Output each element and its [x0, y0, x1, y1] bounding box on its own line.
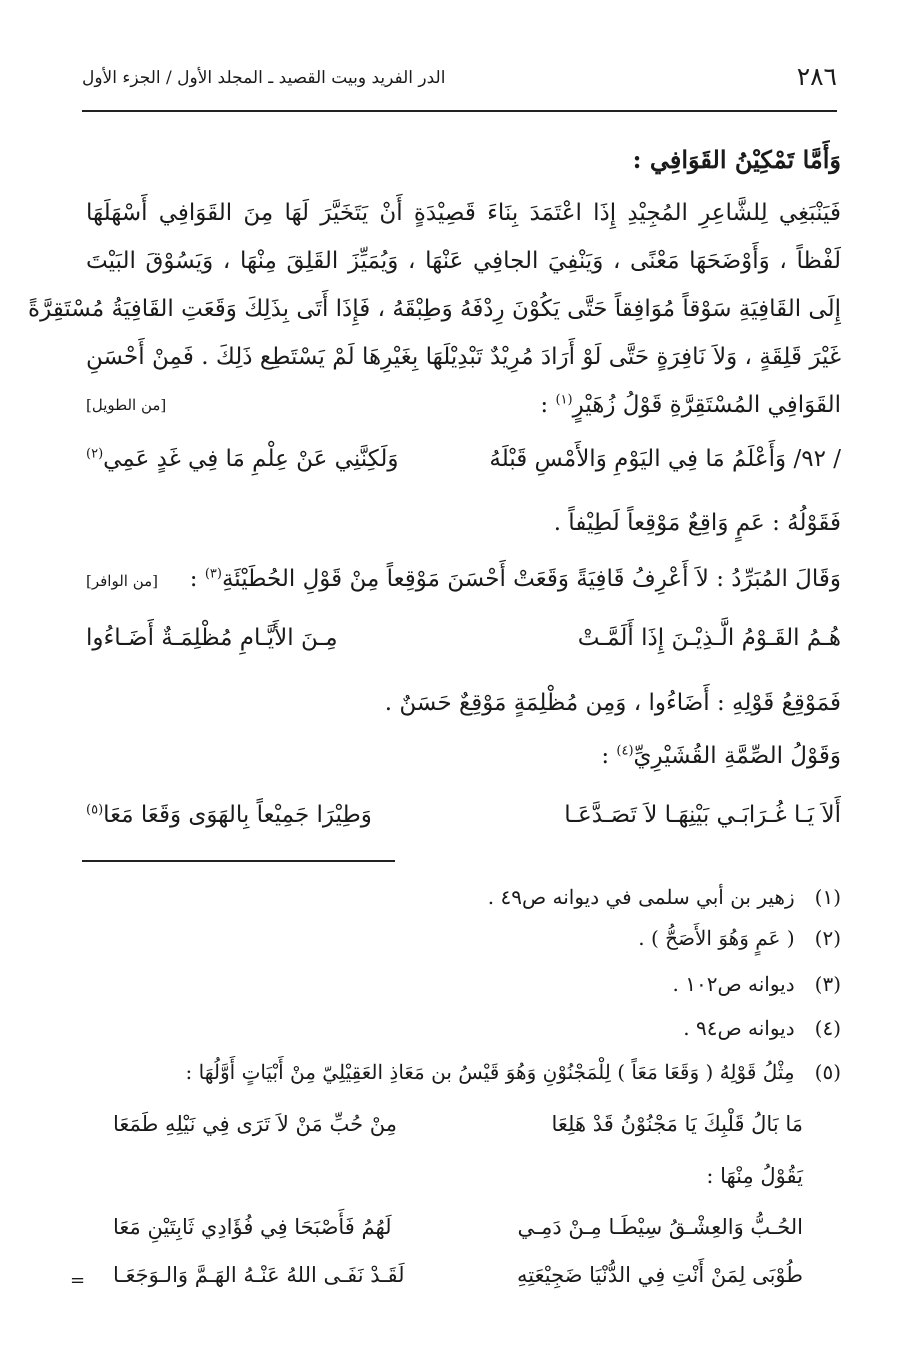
paragraph-line-3: إِلَى القَافِيَةِ سَوْقاً مُوَافِقاً حَتَّى يَكُوْنَ رِدْفَهُ وَطِبْقَهُ ، فَإِذَا أَتَى بِذَلِكَ وَقَعَتِ القَافِيَةُ مُسْتَقِرَّةً: [28, 296, 841, 322]
footnote-2-number: (٢): [814, 926, 841, 950]
verse-hutaya: [86, 625, 841, 665]
footnote-3: [86, 972, 841, 996]
footnote-verse-2: [113, 1215, 803, 1249]
footnote-verse-1-second: مِنْ حُبِّ مَنْ لاَ تَرَى فِي نَيْلِهِ طَمَعَا: [113, 1112, 397, 1136]
verse-qushairi-second-text: وَطِيْرَا جَمِيْعاً بِالهَوَى وَقَعَا مَعَا: [103, 802, 372, 828]
footnote-ref-5: (٥): [86, 802, 104, 818]
footnote-verse-2-first: الحُـبُّ وَالعِشْـقُ سِيْطَـا مِـنْ دَمِـي: [517, 1215, 803, 1239]
footnote-5: [86, 1060, 841, 1084]
meter-tag-wafir: [من الوافر]: [86, 572, 159, 590]
running-title: الدر الفريد وبيت القصيد ـ المجلد الأول / الجزء الأول: [82, 68, 446, 88]
footnote-verse-3-first: طُوْبَى لِمَنْ أَنْتِ فِي الدُّنْيَا ضَجِيْعَتِهِ: [517, 1263, 803, 1287]
footnote-separator: [82, 860, 395, 862]
page-header: [82, 62, 837, 102]
footnote-ref-1: (١): [555, 392, 573, 408]
verse-qushairi-second-hemistich: [86, 802, 372, 828]
mubarrad-line: [86, 566, 841, 592]
comment-line-2: فَمَوْقِعُ قَوْلِهِ : أَضَاءُوا ، وَمِن مُظْلِمَةٍ مَوْقِعٌ حَسَنٌ .: [384, 690, 841, 716]
paragraph-line-2: لَفْظاً ، وَأَوْضَحَهَا مَعْنًى ، وَيَنْفِيَ الجافِي عَنْهَا ، وَيُمَيِّزَ القَلِقَ مِنْهَا ، وَيَسُوْقَ البَيْتَ: [86, 248, 841, 274]
verse-92-first-text: وَأَعْلَمُ مَا فِي اليَوْمِ وَالأَمْسِ قَبْلَهُ: [489, 446, 787, 472]
mubarrad-colon: :: [189, 566, 205, 592]
verse-92-first-hemistich: [489, 446, 841, 472]
footnote-verse-1: [113, 1112, 803, 1146]
footnote-verse-2-second: لَهُمُ فَأَصْبَحَا فِي فُؤَادِي ثَابِتَيْنِ مَعَا: [113, 1215, 392, 1239]
paragraph-line-1: فَيَنْبَغِي لِلشَّاعِرِ المُجِيْدِ إِذَا اعْتَمَدَ بِنَاءَ قَصِيْدَةٍ أَنْ يَتَخَيَّرَ لَهَا مِنَ القَوَافِي أَسْهَلَهَا: [86, 200, 841, 226]
qushairi-line: [86, 743, 841, 769]
zuhair-intro-colon: :: [540, 392, 556, 418]
verse-92-second-hemistich: [86, 446, 399, 472]
meter-tag-tawil: [من الطويل]: [86, 396, 167, 414]
footnote-4-number: (٤): [814, 1016, 841, 1040]
header-rule: [82, 110, 837, 112]
continuation-mark: =: [70, 1270, 86, 1291]
verse-92: [86, 446, 841, 486]
verse-hutaya-second-hemistich: مِـنَ الأَيَّـامِ مُظْلِمَـةٌ أَضَـاءُوا: [86, 625, 338, 651]
footnote-verse-3: [113, 1263, 803, 1297]
footnote-sub-line: [113, 1164, 803, 1198]
footnote-2: [86, 926, 841, 950]
paragraph-line-4: غَيْرَ قَلِقَةٍ ، وَلاَ نَافِرَةٍ حَتَّى لَوْ أَرَادَ مُرِيْدٌ تَبْدِيْلَهَا بِغَيْرِهَا لَمْ يَسْتَطِع ذَلِكَ . فَمِنْ أَحْسَنِ: [86, 344, 841, 370]
footnote-3-number: (٣): [814, 972, 841, 996]
footnote-4: [86, 1016, 841, 1040]
qushairi-colon: :: [601, 743, 617, 769]
footnote-verse-3-second: لَقَـدْ نَفَـى اللهُ عَنْـهُ الهَـمَّ وَالـوَجَعَـا: [113, 1263, 405, 1287]
footnote-5-number: (٥): [814, 1060, 841, 1084]
section-heading: وَأَمَّا تَمْكِيْنُ القَوَافِي :: [632, 145, 841, 174]
verse-92-second-text: وَلَكِنَّنِي عَنْ عِلْمِ مَا فِي غَدٍ عَمِي: [103, 446, 399, 472]
footnote-verse-1-first: مَا بَالُ قَلْبِكَ يَا مَجْنُوْنُ قَدْ هَلِعَا: [551, 1112, 803, 1136]
footnote-1-text: زهير بن أبي سلمى في ديوانه ص٤٩ .: [487, 885, 795, 909]
qushairi-text: وَقَوْلُ الصِّمَّةِ القُشَيْرِيِّ: [633, 743, 841, 769]
verse-hutaya-first-hemistich: هُـمُ القَـوْمُ الَّـذِيْـنَ إِذَا أَلَمَّـتْ: [577, 625, 841, 651]
verse-qushairi-first-hemistich: أَلاَ يَـا غُـرَابَـي بَيْنِهَـا لاَ تَصَـدَّعَـا: [564, 802, 841, 828]
zuhair-intro-line: [86, 392, 841, 418]
footnote-1: [86, 885, 841, 909]
footnote-ref-2: (٢): [86, 446, 104, 462]
footnote-1-number: (١): [814, 885, 841, 909]
page-number: ٢٨٦: [796, 62, 837, 91]
footnote-4-text: ديوانه ص٩٤ .: [683, 1016, 795, 1040]
verse-number: / ٩٢/: [793, 446, 841, 472]
footnote-ref-3: (٣): [204, 566, 222, 582]
footnote-ref-4: (٤): [616, 743, 634, 759]
verse-qushairi: [86, 802, 841, 842]
footnote-sub-text: يَقُوْلُ مِنْهَا :: [706, 1164, 803, 1188]
mubarrad-text: وَقَالَ المُبَرِّدُ : لاَ أَعْرِفُ قَافِيَةً وَقَعَتْ أَحْسَنَ مَوْقِعاً مِنْ قَوْلِ الحُطَيْئَةِ: [221, 566, 841, 592]
footnote-5-text: مِثْلُ قَوْلِهُ ( وَقَعَا مَعَاً ) لِلْمَجْنُوْنِ وَهُوَ قَيْسُ بن مَعَاذِ العَقِيْلِيّ مِنْ أَبْيَاتٍ أَوَّلُهَا :: [185, 1060, 795, 1084]
comment-line-1: فَقَوْلُهُ : عَمٍ وَاقِعٌ مَوْقِعاً لَطِيْفاً .: [553, 510, 841, 536]
footnote-2-text: ( عَمٍ وَهُوَ الأَصَحُّ ) .: [638, 926, 795, 950]
zuhair-intro-text: القَوَافِي المُسْتَقِرَّةِ قَوْلُ زُهَيْرٍ: [572, 392, 841, 418]
footnote-3-text: ديوانه ص١٠٢ .: [672, 972, 795, 996]
